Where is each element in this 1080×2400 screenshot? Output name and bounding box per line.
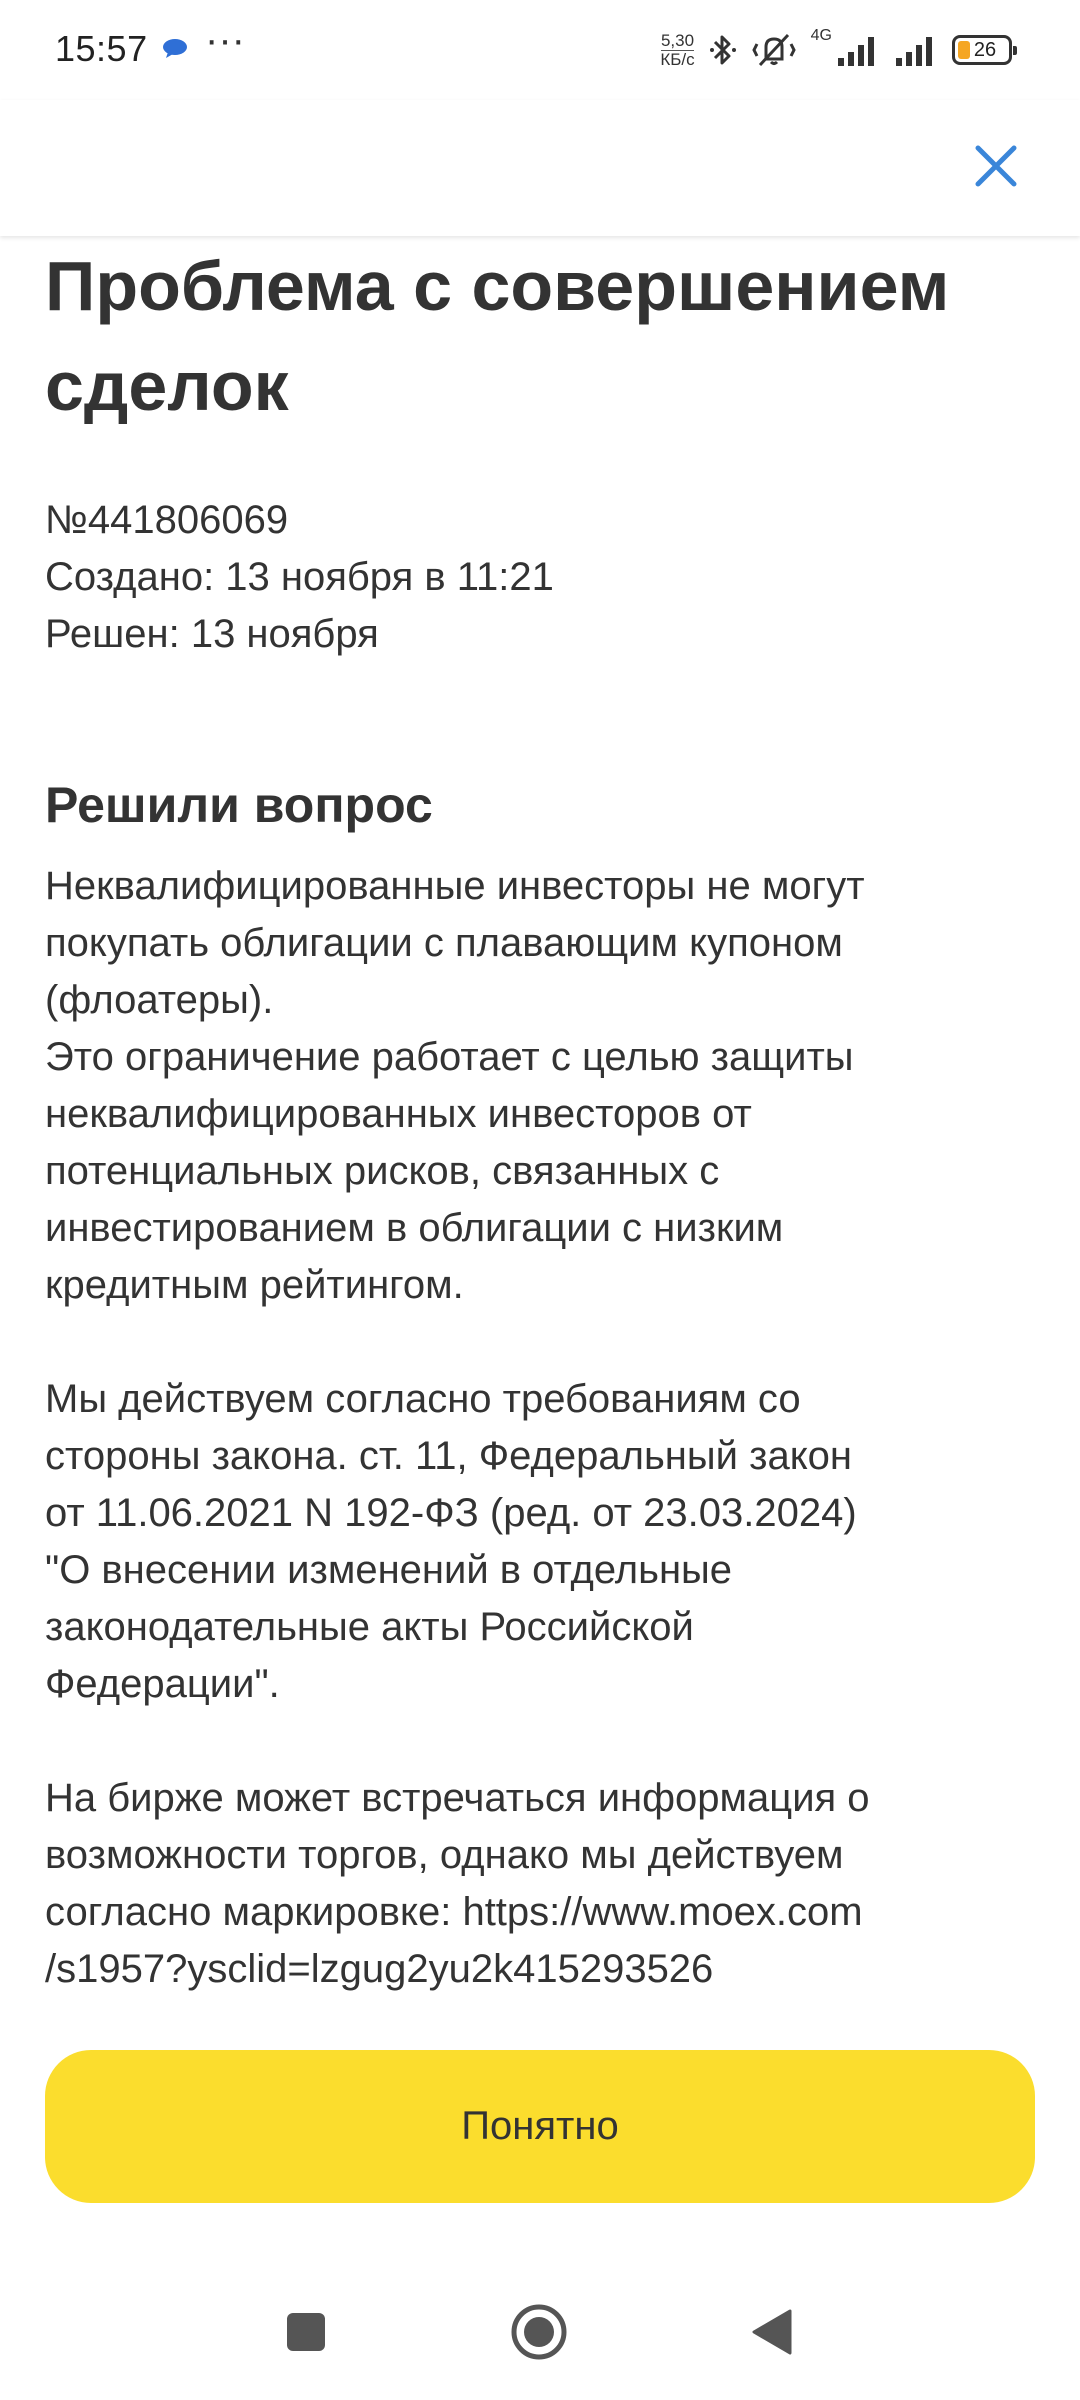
- signal-strength-icon-2: [894, 34, 938, 66]
- recent-apps-button[interactable]: [276, 2302, 336, 2362]
- circle-home-icon: [510, 2303, 568, 2361]
- status-icons: [660, 28, 1012, 72]
- network-speed-value: 5,30: [660, 30, 695, 50]
- message-bubble-icon: [162, 38, 188, 58]
- signal-strength-icon: [836, 34, 880, 66]
- resolution-paragraph-3: На бирже может встречаться информация о возможности торгов, однако мы действуем согласно маркировке: https://www.moex.com /s1957?ysclid=lzgug2yu2k415293526: [45, 1776, 870, 1991]
- ticket-title: Проблема с совершением сделок: [45, 247, 950, 425]
- ticket-content: [45, 236, 1035, 1998]
- mute-vibrate-icon: [751, 32, 797, 68]
- status-time: 15:57: [55, 28, 148, 69]
- home-button[interactable]: [509, 2302, 569, 2362]
- resolution-paragraph-2: Мы действуем согласно требованиям со стороны закона. ст. 11, Федеральный закон от 11.06.2021 N 192-ФЗ (ред. от 23.03.2024) "О внесении изменений в отдельные законодательные акты Российской Федерации".: [45, 1377, 857, 1706]
- ticket-created: Создано: 13 ноября в 11:21: [45, 555, 554, 599]
- resolution-heading: Решили вопрос: [45, 777, 433, 833]
- status-bar: [0, 0, 1080, 100]
- bluetooth-icon: [709, 32, 737, 68]
- ticket-number: №441806069: [45, 498, 289, 542]
- triangle-back-icon: [750, 2308, 794, 2356]
- network-speed: [660, 32, 694, 69]
- network-speed-unit: КБ/с: [660, 49, 695, 69]
- close-icon: [974, 144, 1018, 188]
- more-notifications-icon: ···: [205, 18, 245, 62]
- battery-icon: [952, 35, 1012, 65]
- square-icon: [286, 2312, 326, 2352]
- ticket-meta: [45, 492, 1035, 663]
- ticket-resolved: Решен: 13 ноября: [45, 612, 379, 656]
- top-bar: [0, 100, 1080, 236]
- close-button[interactable]: [960, 130, 1032, 202]
- ok-button[interactable]: Понятно: [45, 2050, 1035, 2203]
- back-button[interactable]: [742, 2302, 802, 2362]
- network-type-label: 4G: [810, 27, 832, 44]
- system-nav-bar: [0, 2260, 1080, 2400]
- resolution-paragraph-1: Неквалифицированные инвесторы не могут покупать облигации с плавающим купоном (флоатеры). Это ограничение работает с целью защиты неквалифицированных инвесторов от потенциальных рисков, связанных с инвестированием в облигации с низким кредитным рейтингом.: [45, 864, 865, 1307]
- battery-level: 26: [973, 38, 997, 61]
